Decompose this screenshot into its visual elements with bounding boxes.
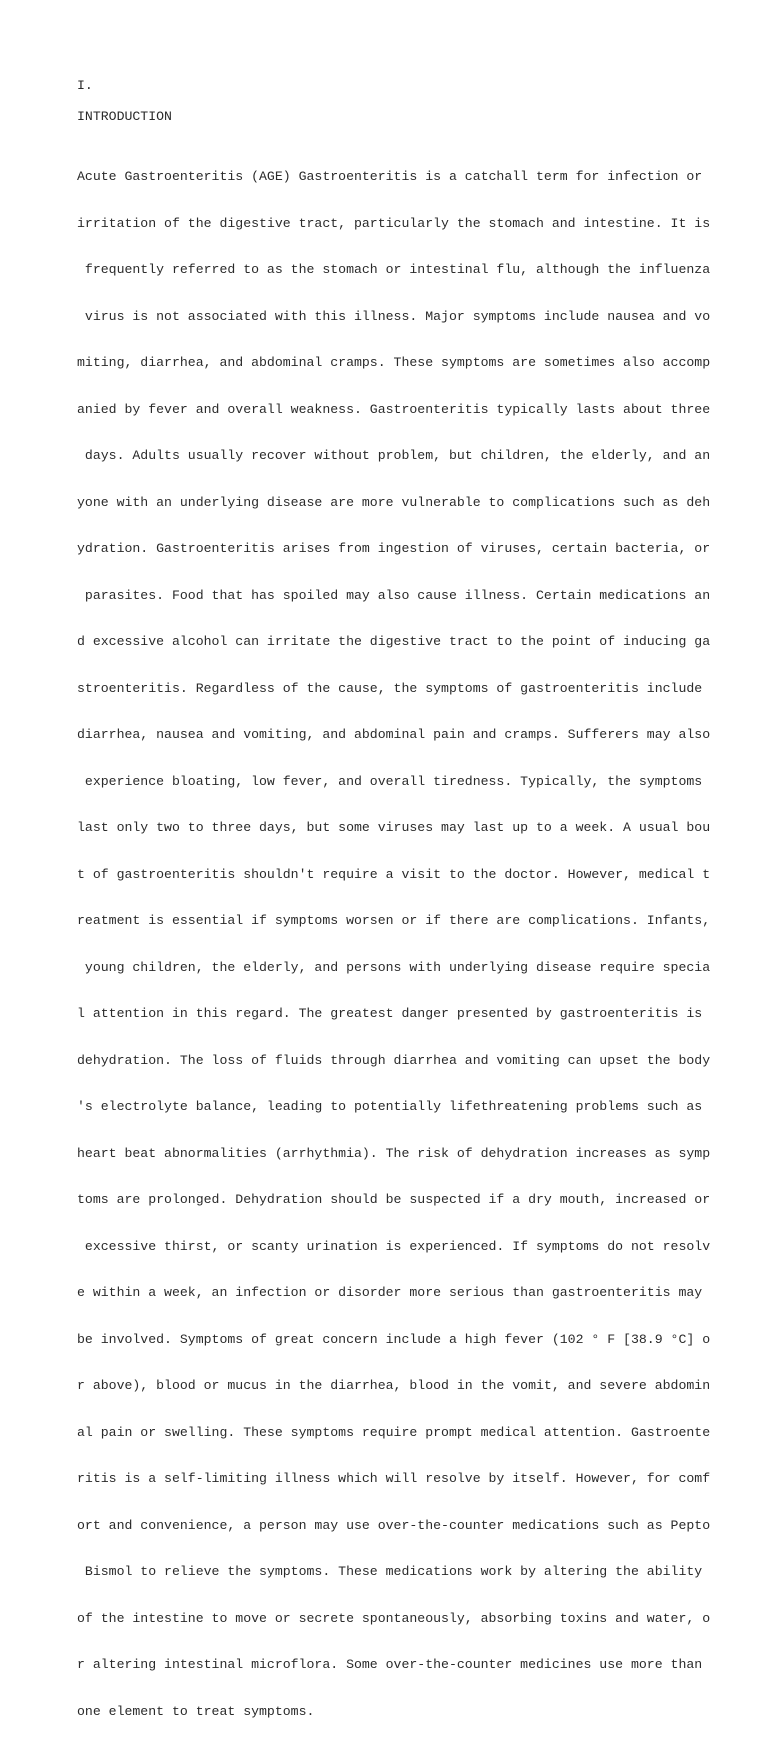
body-line: be involved. Symptoms of great concern include a high fever (102 ° F [38.9 °C] o: [77, 1331, 711, 1347]
body-line: one element to treat symptoms.: [77, 1703, 315, 1719]
body-line: l attention in this regard. The greatest danger presented by gastroenteritis is: [77, 1006, 703, 1021]
body-line: young children, the elderly, and persons with underlying disease require specia: [77, 959, 711, 975]
body-line: reatment is essential if symptoms worsen or if there are complications. Infants,: [77, 913, 711, 928]
body-line: d excessive alcohol can irritate the digestive tract to the point of inducing ga: [77, 634, 711, 649]
body-line: experience bloating, low fever, and overall tiredness. Typically, the symptoms: [77, 773, 703, 789]
body-line: days. Adults usually recover without problem, but children, the elderly, and an: [77, 448, 711, 463]
body-line: ydration. Gastroenteritis arises from ingestion of viruses, certain bacteria, or: [77, 541, 711, 556]
body-line: frequently referred to as the stomach or intestinal flu, although the influenza: [77, 262, 711, 277]
body-line: miting, diarrhea, and abdominal cramps. These symptoms are sometimes also accomp: [77, 355, 711, 370]
body-line: Bismol to relieve the symptoms. These medications work by altering the ability: [77, 1564, 703, 1579]
body-line: al pain or swelling. These symptoms require prompt medical attention. Gastroente: [77, 1424, 711, 1440]
body-line: r above), blood or mucus in the diarrhea, blood in the vomit, and severe abdomin: [77, 1378, 711, 1393]
body-line: diarrhea, nausea and vomiting, and abdominal pain and cramps. Sufferers may also: [77, 727, 711, 742]
body-line: stroenteritis. Regardless of the cause, the symptoms of gastroenteritis include: [77, 680, 703, 696]
section-number: I.: [77, 78, 93, 93]
body-line: irritation of the digestive tract, particularly the stomach and intestine. It is: [77, 215, 711, 231]
body-line: 's electrolyte balance, leading to potentially lifethreatening problems such as: [77, 1099, 703, 1114]
body-line: virus is not associated with this illness. Major symptoms include nausea and vo: [77, 308, 711, 324]
body-line: last only two to three days, but some viruses may last up to a week. A usual bou: [77, 820, 711, 835]
body-line: e within a week, an infection or disorder more serious than gastroenteritis may: [77, 1285, 703, 1300]
body-line: r altering intestinal microflora. Some over-the-counter medicines use more than: [77, 1657, 703, 1672]
body-line: t of gastroenteritis shouldn't require a visit to the doctor. However, medical t: [77, 866, 711, 882]
body-line: parasites. Food that has spoiled may also cause illness. Certain medications an: [77, 587, 711, 603]
body-line: Acute Gastroenteritis (AGE) Gastroenteritis is a catchall term for infection or: [77, 169, 703, 184]
body-line: toms are prolonged. Dehydration should be suspected if a dry mouth, increased or: [77, 1192, 711, 1207]
body-line: anied by fever and overall weakness. Gastroenteritis typically lasts about three: [77, 401, 711, 417]
section-title: INTRODUCTION: [77, 109, 172, 124]
body-line: dehydration. The loss of fluids through diarrhea and vomiting can upset the body: [77, 1052, 711, 1068]
body-line: heart beat abnormalities (arrhythmia). The risk of dehydration increases as symp: [77, 1145, 711, 1161]
body-paragraph: [77, 139, 717, 1750]
body-line: excessive thirst, or scanty urination is experienced. If symptoms do not resolv: [77, 1238, 711, 1254]
body-line: of the intestine to move or secrete spontaneously, absorbing toxins and water, o: [77, 1610, 711, 1626]
body-line: yone with an underlying disease are more vulnerable to complications such as deh: [77, 494, 711, 510]
body-line: ritis is a self-limiting illness which will resolve by itself. However, for comf: [77, 1471, 711, 1486]
body-line: ort and convenience, a person may use over-the-counter medications such as Pepto: [77, 1517, 711, 1533]
